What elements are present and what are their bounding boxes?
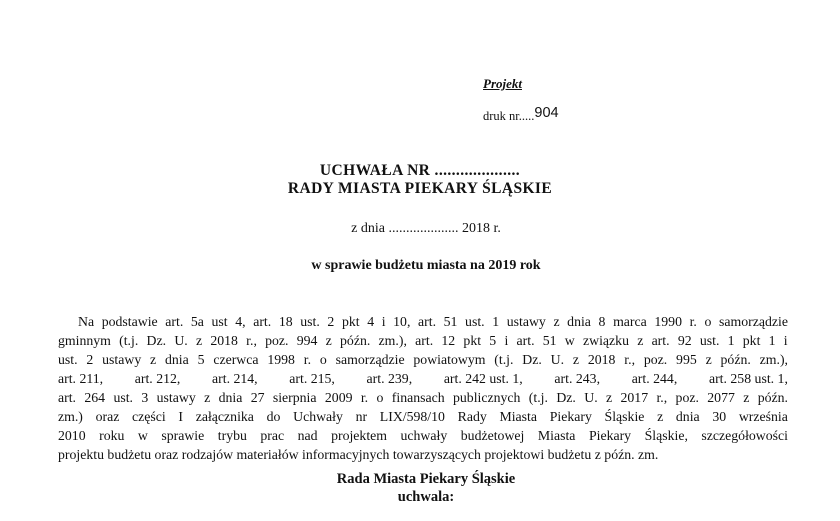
paragraph-word: dnia	[218, 390, 243, 405]
paragraph-word: art. 212,	[134, 371, 181, 386]
paragraph-word: prac	[260, 428, 285, 443]
paragraph-word: ust.	[300, 314, 320, 329]
paragraph-word: 18	[278, 314, 293, 329]
druk-number: 904	[534, 105, 559, 121]
paragraph-word: 4	[367, 314, 375, 329]
paragraph-word: z	[637, 333, 644, 348]
paragraph-word: 1	[768, 333, 776, 348]
paragraph-word: art.	[415, 333, 434, 348]
paragraph-word: dnia	[165, 352, 189, 367]
paragraph-word: art.	[516, 333, 535, 348]
paragraph-word: ust.	[58, 352, 78, 367]
resolution-title: UCHWAŁA NR ....................	[319, 162, 521, 179]
paragraph-word: 2077	[707, 390, 735, 405]
paragraph-word: Śląskie	[604, 409, 645, 424]
paragraph-word: 994	[296, 333, 318, 348]
paragraph-word: 5	[489, 333, 497, 348]
paragraph-word: 2009	[324, 390, 353, 405]
paragraph-word: dnia	[567, 314, 591, 329]
paragraph-word: U.	[174, 333, 188, 348]
paragraph-word: późn.	[340, 333, 371, 348]
paragraph-word: 12	[441, 333, 456, 348]
paragraph-word: sierpnia	[272, 390, 317, 405]
paragraph-word: gminnym	[58, 333, 111, 348]
paragraph-word: poz.	[675, 390, 699, 405]
paragraph-word: czerwca	[213, 352, 259, 367]
paragraph-word: 2018	[587, 352, 616, 367]
paragraph-word: r.	[689, 314, 697, 329]
paragraph-word: nad	[297, 428, 318, 443]
paragraph-word: 92	[677, 333, 692, 348]
paragraph-word: r.,	[624, 352, 636, 367]
paragraph-word: późn.	[720, 352, 751, 367]
resolution-subject: w sprawie budżetu miasta na 2019 rok	[311, 258, 541, 273]
paragraph-word: ustawy	[156, 390, 196, 405]
paragraph-word: w	[564, 333, 575, 348]
paragraph-word: 1998	[267, 352, 295, 367]
paragraph-word: pkt	[742, 333, 761, 348]
paragraph-word: roku	[99, 428, 125, 443]
paragraph-word: art.	[253, 314, 272, 329]
paragraph-word: i	[504, 333, 509, 348]
paragraph-word: finansach	[391, 390, 445, 405]
paragraph-word: samorządzie	[719, 314, 788, 329]
paragraph-word: 2	[327, 314, 335, 329]
paragraph-word: 5a	[190, 314, 204, 329]
paragraph-word: z	[204, 390, 211, 405]
paragraph-word: 1	[727, 333, 735, 348]
legal-basis-paragraph	[58, 312, 788, 464]
paragraph-word: Uchwały	[293, 409, 343, 424]
paragraph-word: (t.j.	[119, 333, 139, 348]
paragraph-word: Rady	[457, 409, 487, 424]
paragraph-word: 4,	[235, 314, 246, 329]
druk-number-line	[483, 105, 559, 124]
paragraph-word: szczegółowości	[701, 428, 788, 443]
paragraph-word: 2018	[210, 333, 238, 348]
paragraph-word: zm.),	[378, 333, 407, 348]
paragraph-word: LIX/598/10	[379, 409, 445, 424]
paragraph-line	[58, 388, 788, 407]
paragraph-word: art. 214,	[212, 371, 258, 386]
paragraph-word: trybu	[217, 428, 247, 443]
paragraph-word: I	[178, 409, 184, 424]
paragraph-word: Na	[78, 314, 95, 329]
paragraph-word: części	[132, 409, 166, 424]
paragraph-word: do	[266, 409, 281, 424]
paragraph-word: 2	[86, 352, 94, 367]
resolves-heading: uchwala:	[397, 489, 455, 505]
paragraph-word: pkt	[463, 333, 482, 348]
council-title: RADY MIASTA PIEKARY ŚLĄSKIE	[287, 180, 553, 197]
paragraph-word: ust	[211, 314, 228, 329]
paragraph-word: art. 211,	[58, 371, 104, 386]
paragraph-word: zm.),	[759, 352, 788, 367]
paragraph-word: projektem	[331, 428, 388, 443]
resolution-date: z dnia .................... 2018 r.	[351, 221, 501, 236]
paragraph-word: września	[738, 409, 788, 424]
paragraph-line	[58, 426, 788, 445]
paragraph-word: 1990	[654, 314, 682, 329]
paragraph-word: art.	[651, 333, 670, 348]
paragraph-word: z	[325, 333, 332, 348]
paragraph-line	[58, 312, 788, 331]
paragraph-word: oraz	[95, 409, 120, 424]
paragraph-word: ustawy	[506, 314, 546, 329]
paragraph-word: z	[572, 352, 580, 367]
paragraph-word: art. 243,	[554, 371, 601, 386]
paragraph-word: ust.	[699, 333, 720, 348]
paragraph-word: powiatowym	[413, 352, 486, 367]
paragraph-word: 27	[250, 390, 265, 405]
paragraph-word: z	[553, 314, 560, 329]
paragraph-word: Śląskie,	[644, 428, 688, 443]
paragraph-word: nr	[355, 409, 368, 424]
paragraph-word: o	[704, 314, 712, 329]
paragraph-word: ust.	[465, 314, 485, 329]
paragraph-word: 8	[598, 314, 606, 329]
paragraph-word: z	[657, 409, 664, 424]
paragraph-word: o	[376, 390, 384, 405]
paragraph-word: art. 215,	[289, 371, 335, 386]
paragraph-word: 1	[492, 314, 500, 329]
paragraph-word: załącznika	[195, 409, 254, 424]
paragraph-word: 51	[542, 333, 557, 348]
paragraph-word: r.,	[656, 390, 668, 405]
paragraph-word: marca	[613, 314, 647, 329]
paragraph-word: 3	[141, 390, 149, 405]
paragraph-word: ustawy	[102, 352, 142, 367]
paragraph-word: podstawie	[101, 314, 158, 329]
paragraph-word: art. 244,	[631, 371, 678, 386]
paragraph-word: art.	[418, 314, 437, 329]
paragraph-word: 5	[197, 352, 205, 367]
paragraph-word: r.	[360, 390, 369, 405]
paragraph-word: Miasta	[499, 409, 538, 424]
paragraph-word: U.	[550, 352, 565, 367]
paragraph-word: Dz.	[522, 352, 542, 367]
paragraph-line	[58, 369, 788, 388]
paragraph-word: (t.j.	[528, 390, 548, 405]
paragraph-word: z	[705, 352, 712, 367]
paragraph-word: 51	[443, 314, 458, 329]
paragraph-word: art.	[165, 314, 184, 329]
paragraph-word: Dz.	[556, 390, 576, 405]
paragraph-word: Miasta	[537, 428, 576, 443]
paragraph-word: art. 258 ust. 1,	[708, 371, 788, 386]
paragraph-word: poz.	[643, 352, 668, 367]
paragraph-word: art. 242 ust. 1,	[443, 371, 523, 386]
paragraph-word: dnia	[675, 409, 700, 424]
paragraph-word: Dz.	[146, 333, 167, 348]
paragraph-word: sprawie	[161, 428, 205, 443]
paragraph-word: budżetowej	[460, 428, 525, 443]
paragraph-word: o	[319, 352, 327, 367]
paragraph-word: 264	[84, 390, 106, 405]
paragraph-word: 30	[712, 409, 727, 424]
paragraph-word: późn.	[757, 390, 788, 405]
paragraph-word: 10,	[393, 314, 411, 329]
paragraph-word: poz.	[265, 333, 289, 348]
paragraph-word: 2010	[58, 428, 86, 443]
paragraph-word: (t.j.	[494, 352, 514, 367]
paragraph-word: związku	[583, 333, 629, 348]
paragraph-word: r.,	[246, 333, 257, 348]
paragraph-line	[58, 331, 788, 350]
paragraph-word: z	[150, 352, 157, 367]
paragraph-word: z	[743, 390, 750, 405]
paragraph-word: r.	[303, 352, 312, 367]
paragraph-word: art.	[58, 390, 77, 405]
paragraph-word: z	[606, 390, 613, 405]
paragraph-word: z	[195, 333, 203, 348]
paragraph-line	[58, 350, 788, 369]
paragraph-word: 995	[676, 352, 697, 367]
druk-prefix: druk nr.....	[483, 109, 535, 123]
paragraph-word: i	[783, 333, 788, 348]
paragraph-line	[58, 407, 788, 426]
paragraph-word: 2017	[620, 390, 649, 405]
paragraph-word: projektu budżetu oraz rodzajów materiałów informacyjnych towarzyszących projektowi budżetu z późn. zm.	[58, 447, 659, 462]
paragraph-word: Piekary	[588, 428, 632, 443]
paragraph-word: samorządzie	[335, 352, 405, 367]
paragraph-word: Piekary	[549, 409, 592, 424]
paragraph-line	[58, 445, 788, 464]
paragraph-word: U.	[584, 390, 598, 405]
paragraph-word: zm.)	[58, 409, 83, 424]
projekt-label: Projekt	[483, 76, 522, 91]
paragraph-word: publicznych	[453, 390, 521, 405]
paragraph-word: ust.	[113, 390, 133, 405]
paragraph-word: uchwały	[400, 428, 448, 443]
council-name: Rada Miasta Piekary Śląskie	[336, 471, 516, 487]
paragraph-word: i	[381, 314, 386, 329]
paragraph-word: art. 239,	[366, 371, 413, 386]
paragraph-word: w	[137, 428, 148, 443]
paragraph-word: pkt	[341, 314, 360, 329]
